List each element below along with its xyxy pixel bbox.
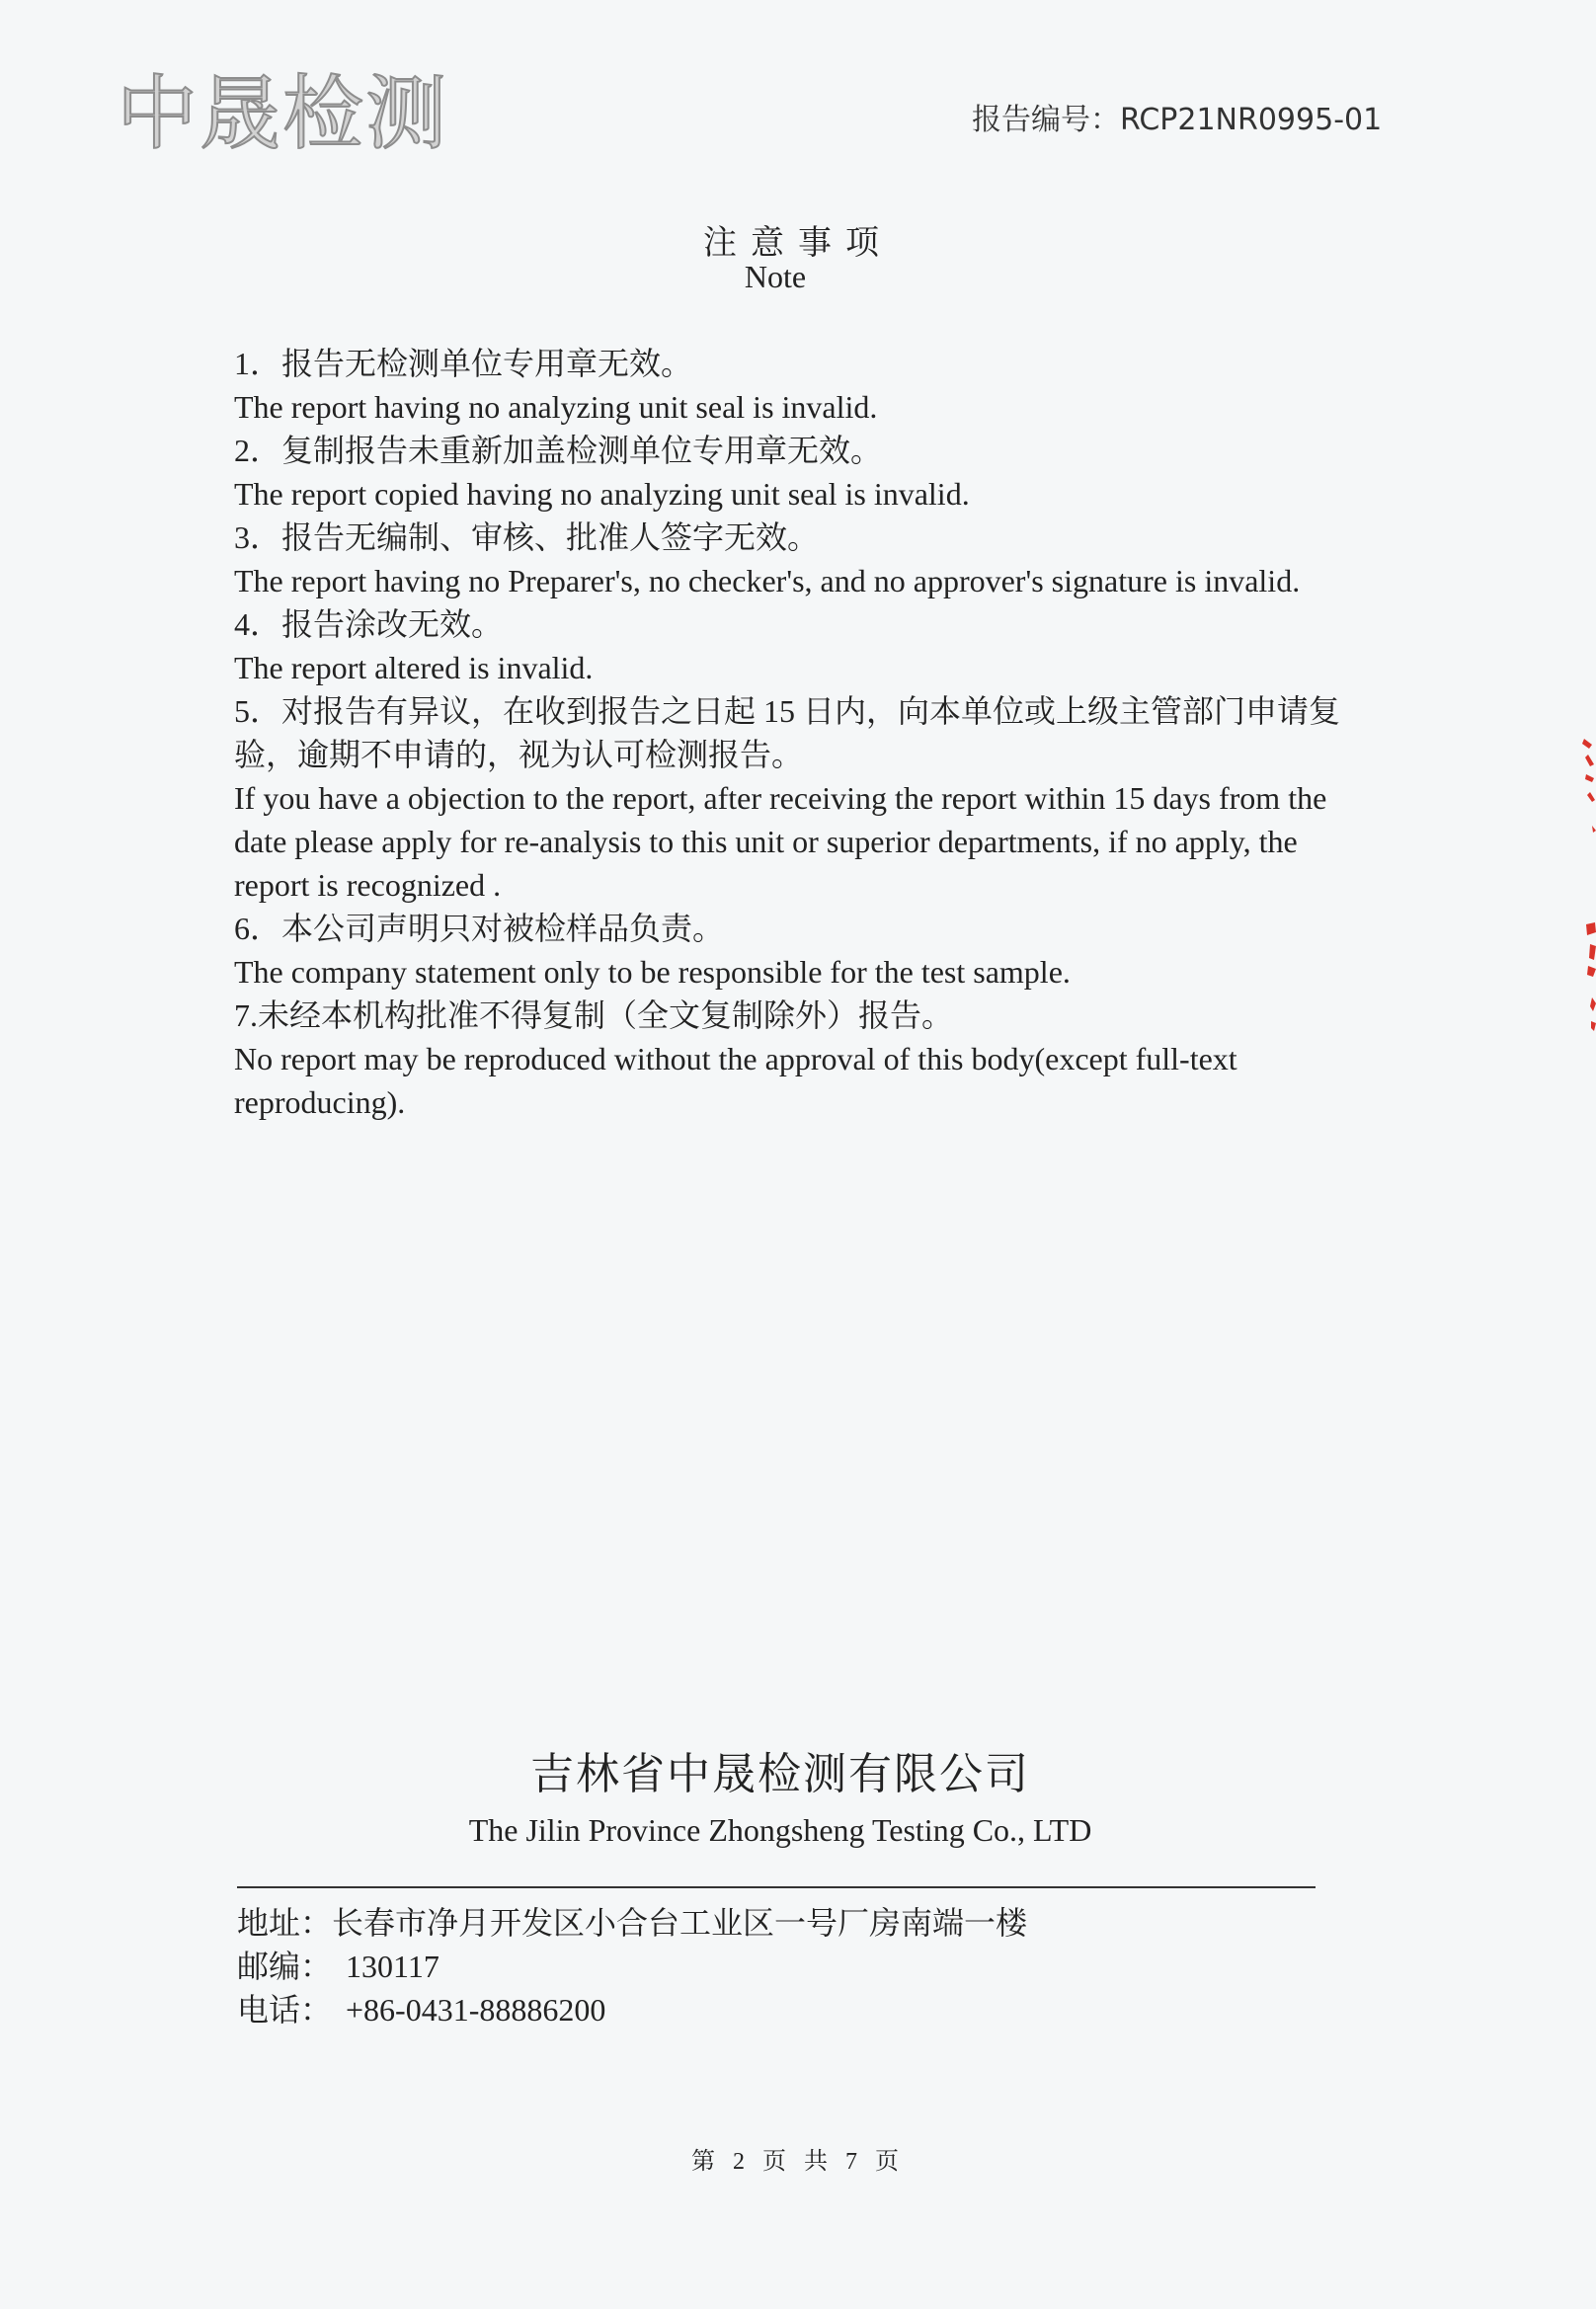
seal-stamp-edge bbox=[1574, 731, 1596, 1037]
postcode-row bbox=[237, 1945, 1027, 1988]
postcode-label: 邮编： bbox=[237, 1949, 333, 1984]
notice-item: The report having no Preparer's, no checker's, and no approver's signature is invalid. bbox=[234, 563, 1301, 598]
notice-item: If you have a objection to the report, after receiving the report within 15 days from the date please apply for re-analysis to this unit or superior departments, if no apply, the report is recognized . bbox=[234, 780, 1327, 903]
notice-item: The report copied having no analyzing unit seal is invalid. bbox=[234, 476, 970, 512]
address-row bbox=[237, 1901, 1027, 1945]
phone-value: +86-0431-88886200 bbox=[346, 1992, 606, 2028]
notice-item: 6．本公司声明只对被检样品负责。 bbox=[234, 911, 725, 946]
notice-item: 4．报告涂改无效。 bbox=[234, 606, 504, 642]
notice-title-en: Note bbox=[744, 259, 807, 294]
notice-item: The report having no analyzing unit seal is invalid. bbox=[234, 389, 878, 425]
notice-item: 2．复制报告未重新加盖检测单位专用章无效。 bbox=[234, 433, 883, 468]
notice-item: 1．报告无检测单位专用章无效。 bbox=[234, 346, 693, 381]
notice-item: 3．报告无编制、审核、批准人签字无效。 bbox=[234, 519, 820, 555]
address-label: 地址： bbox=[237, 1905, 333, 1941]
notice-list bbox=[234, 342, 1370, 1124]
notice-item: 5．对报告有异议，在收到报告之日起 15 日内，向本单位或上级主管部门申请复验，逾期不申请的，视为认可检测报告。 bbox=[234, 693, 1341, 772]
page-indicator: 第 2 页 共 7 页 bbox=[691, 2149, 905, 2175]
company-logo: 中晟检测 bbox=[117, 67, 449, 161]
notice-item: The company statement only to be responsible for the test sample. bbox=[234, 954, 1071, 990]
divider-line bbox=[237, 1886, 1316, 1888]
phone-label: 电话： bbox=[237, 1992, 333, 2028]
notice-item: 7.未经本机构批准不得复制（全文复制除外）报告。 bbox=[234, 997, 954, 1033]
notice-title-cn: 注意事项 bbox=[703, 225, 893, 262]
postcode-value: 130117 bbox=[346, 1949, 439, 1984]
phone-row bbox=[237, 1988, 1027, 2031]
company-name-en: The Jilin Province Zhongsheng Testing Co., LTD bbox=[468, 1812, 1092, 1848]
notice-item: The report altered is invalid. bbox=[234, 650, 594, 685]
address-value: 长春市净月开发区小合台工业区一号厂房南端一楼 bbox=[332, 1905, 1028, 1941]
notice-item: No report may be reproduced without the approval of this body(except full-text reproducing). bbox=[234, 1041, 1237, 1120]
report-number: 报告编号：RCP21NR0995-01 bbox=[972, 103, 1383, 137]
contact-block bbox=[237, 1901, 1027, 2031]
company-name-cn: 吉林省中晟检测有限公司 bbox=[530, 1750, 1030, 1798]
